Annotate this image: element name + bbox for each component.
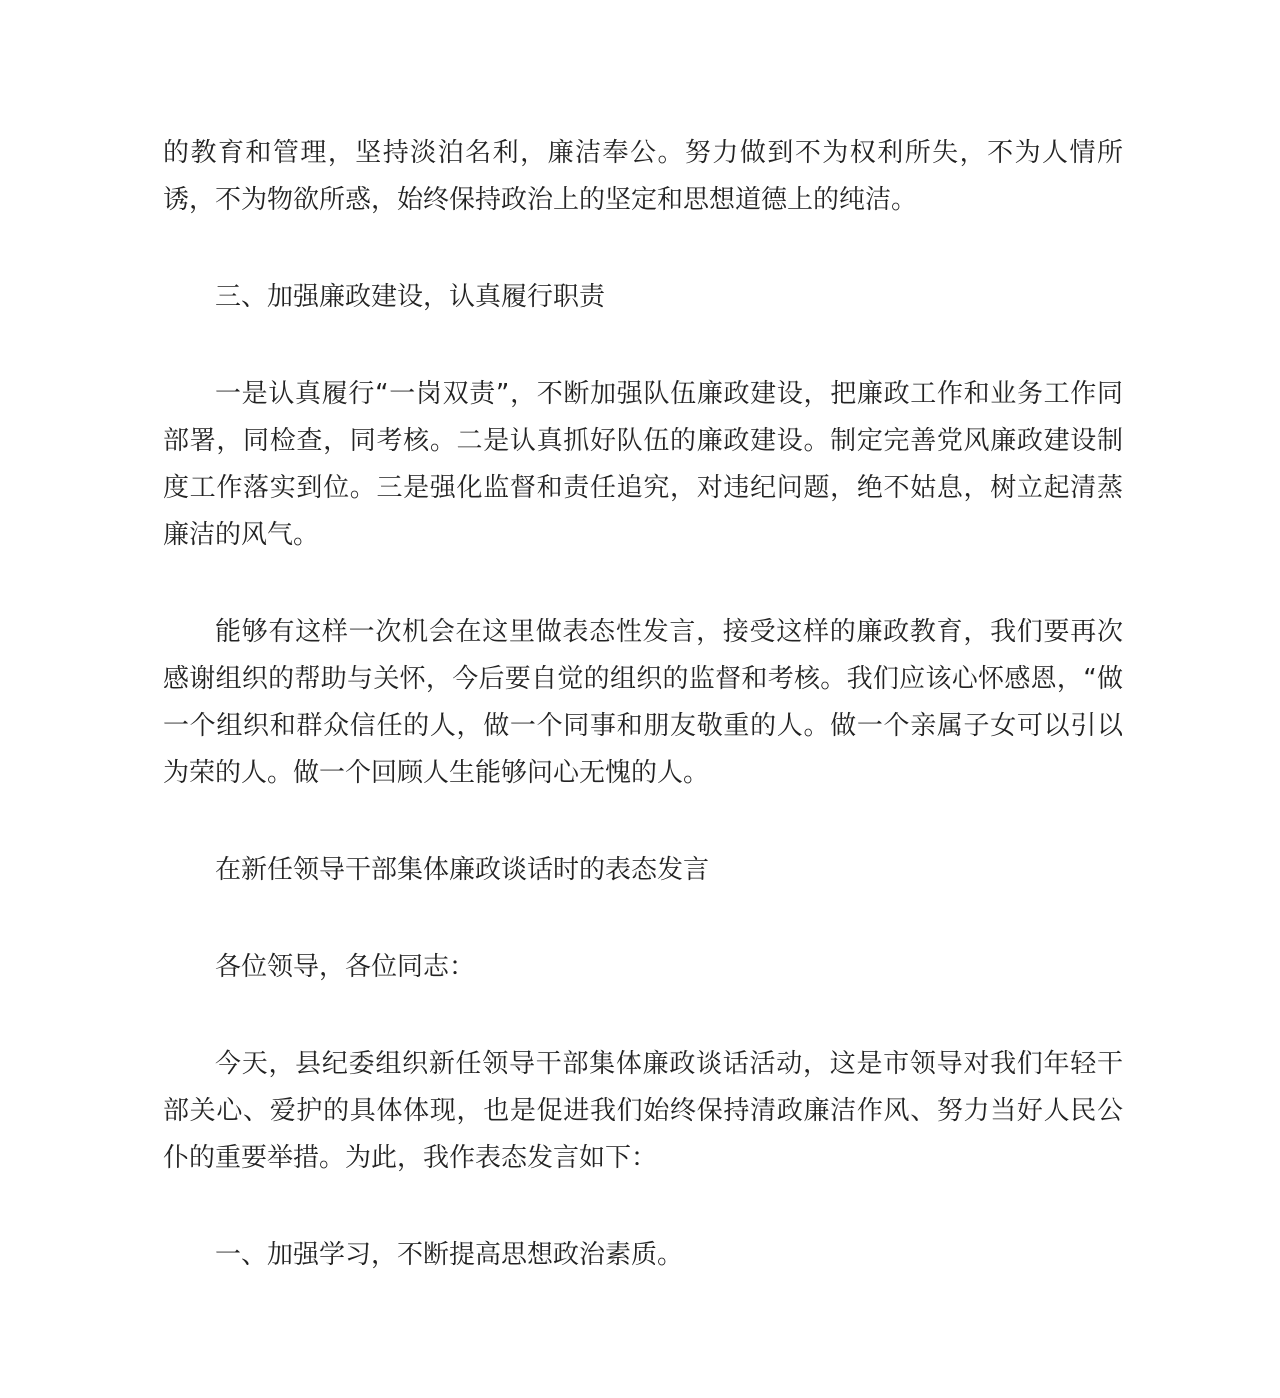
paragraph-gratitude: 能够有这样一次机会在这里做表态性发言，接受这样的廉政教育，我们要再次感谢组织的帮助与关怀，今后要自觉的组织的监督和考核。我们应该心怀感恩，“做一个组织和群众信任的人，做一个同事和朋友敬重的人。做一个亲属子女可以引以为荣的人。做一个回顾人生能够问心无愧的人。 xyxy=(163,617,1123,788)
salutation: 各位领导，各位同志： xyxy=(215,952,476,982)
paragraph-intro: 今天，县纪委组织新任领导干部集体廉政谈话活动，这是市领导对我们年轻干部关心、爱护的具体体现，也是促进我们始终保持清政廉洁作风、努力当好人民公仆的重要举措。为此，我作表态发言如下： xyxy=(163,1049,1123,1173)
paragraph-duties: 一是认真履行“一岗双责”，不断加强队伍廉政建设，把廉政工作和业务工作同部署，同检查，同考核。二是认真抓好队伍的廉政建设。制定完善党风廉政建设制度工作落实到位。三是强化监督和责任追究，对违纪问题，绝不姑息，树立起清蒸廉洁的风气。 xyxy=(163,379,1123,550)
document-body xyxy=(163,130,1123,1329)
paragraph-continuation: 的教育和管理，坚持淡泊名利，廉洁奉公。努力做到不为权利所失，不为人情所诱，不为物欲所惑，始终保持政治上的坚定和思想道德上的纯洁。 xyxy=(163,138,1123,215)
section-heading-1: 一、加强学习，不断提高思想政治素质。 xyxy=(215,1240,684,1270)
speech-title: 在新任领导干部集体廉政谈话时的表态发言 xyxy=(215,855,710,885)
section-heading-3: 三、加强廉政建设，认真履行职责 xyxy=(215,282,606,312)
